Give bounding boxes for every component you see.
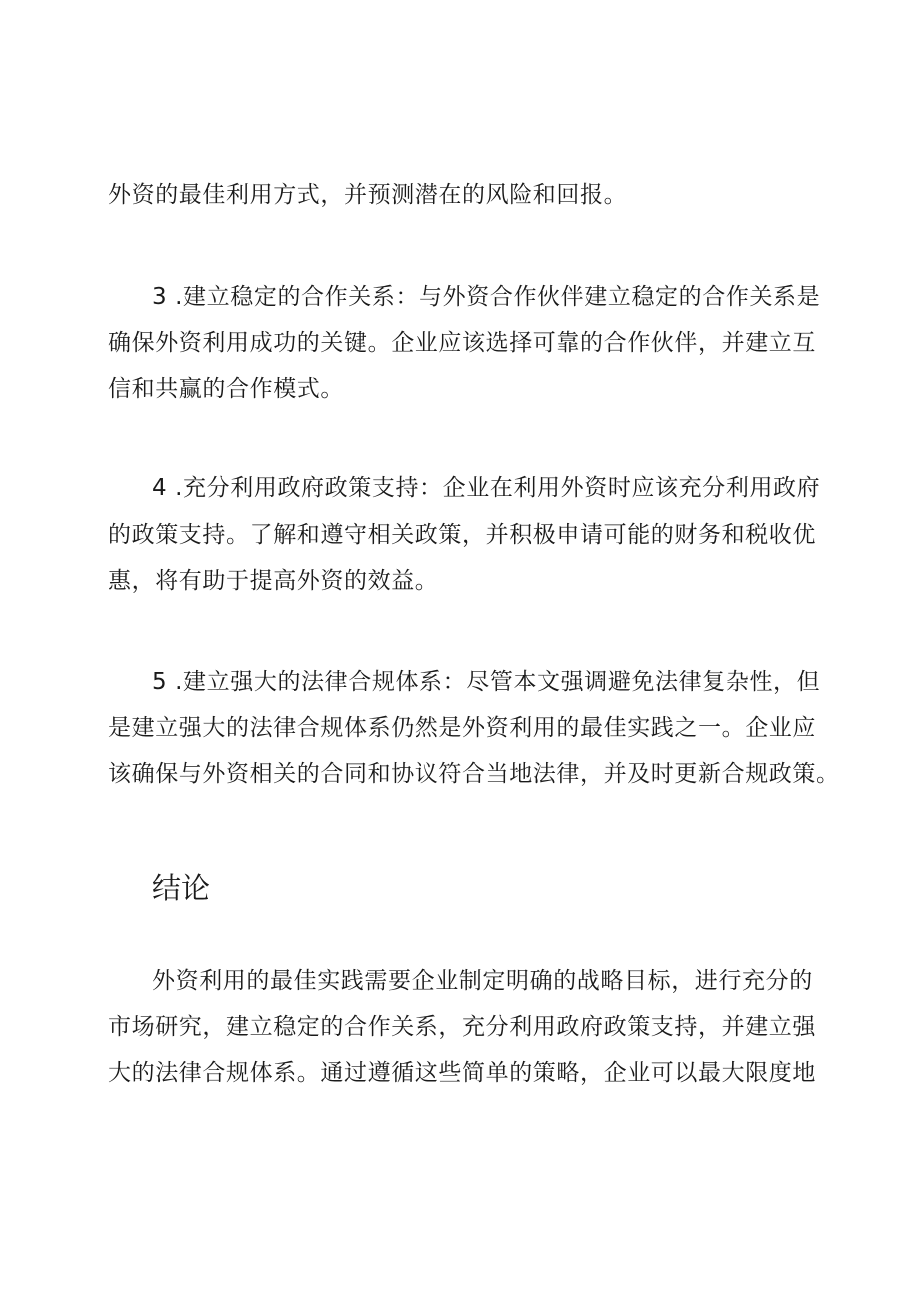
paragraph-line: 5 .建立强大的法律合规体系：尽管本文强调避免法律复杂性，但: [152, 669, 821, 695]
paragraph-line: 信和共赢的合作模式。: [108, 376, 344, 402]
paragraph-line: 外资的最佳利用方式，并预测潜在的风险和回报。: [108, 182, 628, 208]
paragraph-line: 外资利用的最佳实践需要企业制定明确的战略目标，进行充分的: [152, 968, 813, 994]
paragraph-line: 惠，将有助于提高外资的效益。: [108, 568, 439, 594]
paragraph-line: 3 .建立稳定的合作关系：与外资合作伙伴建立稳定的合作关系是: [152, 284, 821, 310]
paragraph-line: 是建立强大的法律合规体系仍然是外资利用的最佳实践之一。企业应: [108, 715, 816, 741]
section-heading: 结论: [152, 871, 211, 905]
paragraph-line: 的政策支持。了解和遵守相关政策，并积极申请可能的财务和税收优: [108, 522, 816, 548]
paragraph-line: 该确保与外资相关的合同和协议符合当地法律，并及时更新合规政策。: [108, 761, 840, 787]
paragraph-line: 确保外资利用成功的关键。企业应该选择可靠的合作伙伴，并建立互: [108, 330, 816, 356]
paragraph-line: 大的法律合规体系。通过遵循这些简单的策略，企业可以最大限度地: [108, 1060, 816, 1086]
paragraph-line: 4 .充分利用政府政策支持：企业在利用外资时应该充分利用政府: [152, 475, 821, 501]
paragraph-line: 市场研究，建立稳定的合作关系，充分利用政府政策支持，并建立强: [108, 1014, 816, 1040]
